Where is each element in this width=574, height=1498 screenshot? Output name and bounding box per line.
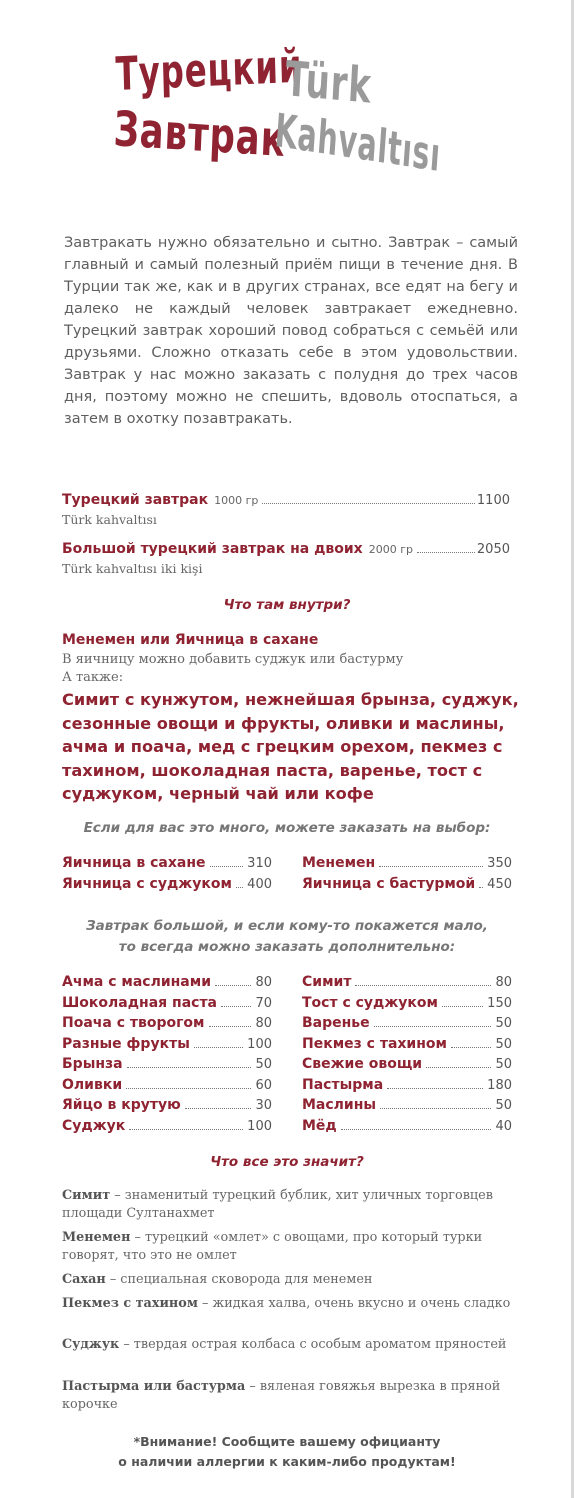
list-item [302,1077,512,1098]
item-price: 350 [487,856,512,871]
list-item [302,1036,512,1057]
glossary-definition: – жидкая халва, очень вкусно и очень сладко [197,1296,511,1311]
item-name: Яйцо в крутую [62,1097,181,1113]
item-name: Турецкий завтрак [62,492,209,508]
allergy-line1: *Внимание! Сообщите вашему официанту [133,1434,441,1449]
leader-dots [236,886,243,888]
item-subtitle: Türk kahvaltısı [62,512,157,527]
item-name: Симит [302,974,352,990]
section-heading-choice: Если для вас это много, можете заказать на выбор: [83,820,491,836]
item-price: 40 [495,1118,512,1134]
list-item [62,1056,272,1077]
extra-left-column [62,974,272,1138]
list-item [302,995,512,1016]
list-item [62,1036,272,1057]
glossary-term: Менемен [62,1230,131,1245]
item-price: 310 [247,856,272,871]
list-item [302,855,512,876]
item-price: 80 [255,1016,272,1031]
leader-dots [379,865,483,867]
inside-contents: Симит с кунжутом, нежнейшая брынза, суджук, сезонные овощи и фрукты, оливки и маслины, ачма и поача, мед с грецким орехом, пекмез с тахином, шоколадная паста, варенье, тост с суджуком, черный чай или кофе [62,690,519,803]
section-heading-glossary: Что все это значит? [210,1154,364,1170]
item-price: 450 [487,876,512,892]
item-price: 180 [487,1077,512,1093]
choice-right-column [302,855,512,896]
item-price: 150 [487,995,512,1011]
list-item [302,1056,512,1077]
item-price: 50 [495,1098,512,1113]
title-tr-line1: Türk [283,50,374,115]
choice-left-column [62,855,272,896]
item-price: 2050 [476,542,510,557]
item-name: Большой турецкий завтрак на двоих [62,541,363,557]
glossary-definition: – турецкий «омлет» с овощами, про который турки говорят, что это не омлет [62,1230,483,1263]
item-price: 80 [495,975,512,990]
list-item [302,1118,512,1139]
leader-dots [387,1087,483,1089]
title-ru-line1: Турецкий [115,39,304,102]
menu-title [112,39,495,198]
leader-dots [451,1046,491,1048]
glossary-term: Симит [62,1188,111,1203]
item-price: 1100 [476,493,510,508]
list-item [62,855,272,876]
list-item [302,876,512,897]
title-ru-line2: Завтрак [112,100,287,168]
section-heading-inside: Что там внутри? [223,597,351,613]
leader-dots [374,1025,492,1027]
intro-paragraph: Завтракать нужно обязательно и сытно. Завтрак – самый главный и самый полезный приём пищи в течение дня. В Турции так же, как и в других странах, все едят на бегу и далеко не каждый человек завтракает ежедневно. Турецкий завтрак хороший повод собраться с семьёй или друзьями. Сложно отказать себе в этом удовольствии. Завтрак у нас можно заказать с полудня до трех часов дня, поэтому можно не спешить, вдоволь отоспаться, а затем в охотку позавтракать. [64,235,518,427]
glossary-term: Сахан [62,1272,106,1287]
allergy-notice [0,1432,574,1472]
glossary-item [62,1295,522,1313]
inside-also: А также: [62,670,124,685]
list-item [62,995,272,1016]
section-heading-extra-1: Завтрак большой, и если кому-то покажется мало, [86,918,488,934]
inside-item-title: Менемен или Яичница в сахане [62,632,319,648]
item-name: Шоколадная паста [62,994,218,1011]
item-weight: 1000 гр [214,494,259,507]
item-name: Пекмез с тахином [302,1035,447,1052]
glossary-definition: – знаменитый турецкий бублик, хит уличных торговцев площади Султанахмет [62,1188,493,1221]
glossary-item [62,1229,522,1265]
item-name: Яичница с бастурмой [302,875,476,892]
item-price: 100 [247,1118,272,1134]
leader-dots [355,984,491,986]
list-item [302,1015,512,1036]
list-item [302,974,512,995]
item-price: 80 [255,975,272,990]
item-name: Суджук [62,1117,126,1134]
item-name: Менемен [302,855,376,871]
glossary-term: Суджук [62,1337,120,1352]
item-name: Варенье [302,1015,370,1031]
extra-right-column [302,974,512,1138]
glossary-definition: – твердая острая колбаса с особым ароматом пряностей [119,1337,507,1352]
glossary-item [62,1187,522,1223]
item-name: Яичница с суджуком [62,875,232,892]
glossary-item [62,1336,522,1354]
glossary-term: Пастырма или бастурма [62,1379,246,1394]
leader-dots [479,886,483,888]
leader-dots [194,1046,243,1048]
item-subtitle: Türk kahvaltısı iki kişi [62,561,203,576]
item-price: 70 [255,995,272,1011]
list-item [62,1118,272,1139]
item-name: Поача с творогом [62,1015,205,1031]
item-name: Яичница в сахане [62,855,206,871]
item-price: 100 [247,1036,272,1052]
list-item [62,1097,272,1118]
leader-dots [129,1128,243,1130]
item-name: Разные фрукты [62,1035,190,1052]
item-weight: 2000 гр [368,543,413,556]
allergy-line2: о наличии аллергии к каким-либо продуктам! [118,1454,456,1469]
leader-dots [185,1107,252,1109]
item-name: Оливки [62,1076,123,1093]
section-heading-extra-2: то всегда можно заказать дополнительно: [118,939,456,955]
leader-dots [127,1066,252,1068]
leader-dots [380,1107,491,1109]
list-item [62,1077,272,1098]
item-name: Ачма с маслинами [62,974,212,990]
item-price: 400 [247,876,272,892]
menu-item-breakfast [62,492,510,508]
item-name: Тост с суджуком [302,994,438,1011]
leader-dots [126,1087,251,1089]
leader-dots [210,865,244,867]
leader-dots [341,1128,492,1130]
glossary-definition: – вяленая говяжья вырезка в пряной корочке [62,1379,501,1412]
glossary-item [62,1271,522,1289]
leader-dots [442,1005,483,1007]
item-name: Мёд [302,1117,337,1134]
leader-dots [221,1005,251,1007]
item-price: 30 [255,1098,272,1113]
item-price: 50 [495,1016,512,1031]
item-name: Маслины [302,1097,377,1113]
leader-dots [426,1066,491,1068]
glossary-term: Пекмез с тахином [62,1296,198,1311]
item-price: 60 [255,1077,272,1093]
item-name: Свежие овощи [302,1056,423,1072]
item-name: Брынза [62,1056,123,1072]
title-tr-line2: Kahvaltısı [273,104,443,183]
list-item [302,1097,512,1118]
glossary-definition: – специальная сковорода для менемен [105,1272,373,1287]
item-price: 50 [255,1057,272,1072]
item-price: 50 [495,1036,512,1052]
inside-note: В яичницу можно добавить суджук или бастурму [62,652,404,667]
leader-dots [417,551,475,553]
list-item [62,1015,272,1036]
item-name: Пастырма [302,1076,384,1093]
leader-dots [215,984,251,986]
glossary-item [62,1378,522,1414]
leader-dots [262,502,475,504]
menu-item-big-breakfast [62,541,510,557]
item-price: 50 [495,1057,512,1072]
list-item [62,876,272,897]
list-item [62,974,272,995]
leader-dots [209,1025,252,1027]
